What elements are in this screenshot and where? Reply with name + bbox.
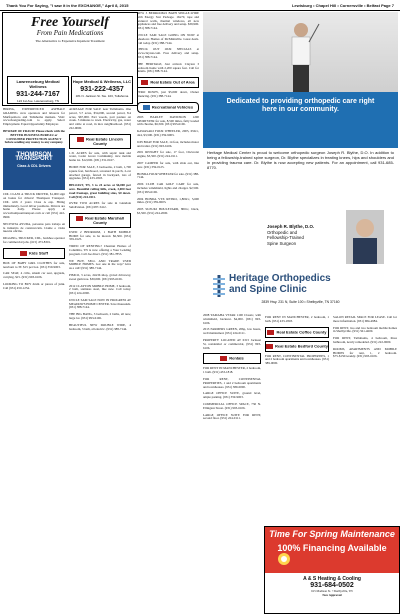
flower-icon: [269, 549, 299, 569]
classified-ad: LARGE OFFICE SUITE FOR RENT, second floor. (931) 224-0111.: [203, 412, 261, 421]
heritage-logo: [207, 272, 394, 308]
classified-ad: PIMCO, 3 acres, 24x36 shop, gravel driveway, sweet gum tree. $30,000. (931) 993-6106.: [69, 272, 131, 281]
ad-title: Free Yourself: [31, 15, 109, 30]
header-left: Thank You For Saying, "I saw it in the EXCHANGE," April 8, 2015: [6, 3, 129, 8]
classified-ad: OVER TWO ACRES for sale in Glendale Subdivision. (931) 687-3412.: [69, 201, 131, 210]
doctor-block: [207, 210, 394, 266]
classified-ad: FOR RENT, Tullahoma, 4 bedroom, three bathroom, newly remodeled. (931) 222-9000.: [333, 336, 397, 344]
clinic-box-right: [71, 76, 133, 104]
section-header-out-of-area: Real Estate Out of Area: [137, 77, 199, 88]
classified-ad: TIRED OF RENTING? Chestnut Homes of Columbia, TN is now offering a Your Lending program. Call Joe direct. (931) 381-7855.: [69, 244, 131, 256]
maintenance-title: Time For Spring Maintenance: [269, 529, 395, 539]
clinic-boxes: [7, 76, 133, 102]
classified-ad: 2004 HONDA VTX RETRO, 1,800cc, 5,600 miles. (931) 359-9003.: [137, 196, 199, 205]
clinic-address: 181 N. Jackson St. Ste. 103, Tullahoma: [75, 94, 129, 98]
classified-ad: BEWARE OF FRAUD! Please check with the BETTER BUSINESS BUREAU or CONSUMER PROTECTION AGENCY before sending any money to any company.: [3, 128, 65, 145]
header-right: Lewisburg • Chapel Hill • Cornersville • Belfast Page 7: [291, 3, 394, 8]
clinic-phone: 931-244-7167: [16, 91, 60, 98]
pain-medication-ad: [2, 12, 138, 106]
classified-ad: FOR RENT, CONTINENTAL PROPERTIES, 1 and 2 bedroom apartments and townhouses. (931) 389-0000.: [265, 353, 329, 366]
doctor-title-3: Spine Surgeon: [267, 240, 297, 246]
column-5a: [265, 316, 329, 369]
classified-ad: 2007 CAMPER for sale, with slide out, like new. (931) 359-0125.: [137, 160, 199, 169]
classified-ad: NEW 3 BEDROOM/2 BATH SINGLE-WIDE with Energy Star Package. 16x70, tape and textured walls, thermal windows, all new appliances and free delivery and setup. $39,900. (931) 388-7144.: [137, 12, 199, 31]
classified-ad: 2001 RENGHT for sale, 17 foot, Chevrolet engine, $3,500. (931) 224-0111.: [137, 150, 199, 159]
classified-ad: ZERO DOWN, just $5,000 down, Owner financing. (931) 388-7144.: [137, 90, 199, 98]
doctor-credentials: [267, 224, 314, 246]
classified-ad: BOX OF BABY GIRL CLOTHES for sale, newborn to 3T. $15 per box. (931) 359-9003.: [3, 260, 65, 269]
classified-ad: FOR RENT IN MANCHESTER, 2 bedroom, 1 bath. (931) 433-1818.: [203, 366, 261, 375]
classified-ad: 2012 CLAYTON MOBILE HOME, 3 bedroom, 2 bath, stainless steel, like new. Call today. (931) 224-2000.: [69, 283, 131, 296]
heritage-body: Heritage Medical Center is proud to welcome orthopedic surgeon Joseph R. Blythe, D.O. In addition to being a fellowship-trained spine surgeon, Dr. Blythe specializes in treating knees, hips and shoulders and in providing trauma care. Dr. Blythe is now accepting new patients. For an appointment, call 931-685-8770.: [207, 150, 394, 170]
doctor-portrait-image: [346, 210, 384, 264]
company-block: [265, 573, 399, 613]
classified-ad: THE HERITAGE, Just arrived. Clayton 3 bedroom home with 2,200 square feet. Call for details. (931) 388-7144.: [137, 61, 199, 74]
classified-ad: UNCLE SAM SALE GOING ON NOW at Meadows Homes of McMinnville. Great deals. Call today. (931) 388-7144.: [137, 32, 199, 45]
page-header: [0, 0, 400, 11]
section-header-kids: Kids Stuff: [3, 248, 65, 259]
spring-maintenance-ad: [264, 526, 400, 614]
classified-ad: LOOKING TO BUY drum or pieces of junk. Call (931) 450-1254.: [3, 281, 65, 290]
classified-ad: NECESITA AYUDA, personas para trabajo en la industria de construcción. Llame o visite nuestra oficina.: [3, 221, 65, 234]
clinic-name: Hope Medical & Wellness, LLC: [72, 79, 132, 84]
clinic-address: 2839 Hwy. 231 N, Suite 100 • Shelbyville, TN 37160: [261, 300, 340, 304]
company-name: A & S Heating & Cooling: [303, 576, 361, 582]
classified-ad: HOME FOR SALE, 3 bedrooms, 2 bath, 1,700 square feet, hardwood, screened in porch, 2-car attached garage, fenced in backyard, lots of upgrades. (931) 433-1818.: [69, 164, 131, 181]
doctor-title-1: Orthopedic and: [267, 229, 298, 235]
column-3: [137, 12, 199, 608]
rv-icon: [143, 105, 150, 110]
clinic-box-left: [7, 76, 69, 104]
classified-ad: LARGE OFFICE SUITE, ground level, ample parking. (931) 359-9003.: [203, 391, 261, 400]
classified-ad: SALON RETAIL SPACE FOR LEASE. Call for more information. (931) 684-4984.: [333, 316, 397, 323]
section-icon: [20, 251, 27, 256]
section-header-lincoln: Real Estate Lincoln County: [69, 134, 131, 149]
doctor-portrait: [346, 210, 384, 264]
classified-ad: 2013 FARMERS GREEN, 20hp, low hours, well maintained. (931) 224-0111.: [203, 327, 261, 336]
classified-ad: HIRING, EXPERIENCED ASPHALT GRADING crew operators and laborers for Murfreesboro and Tullahoma markets. Visit: www.fleetgrading.com to apply. Select Employment. Equal Opportunity Employer.: [3, 108, 65, 127]
classified-ad: FOR RENT IN MANCHESTER, 2 bedroom, 1 bath. (931) 433-1818.: [265, 316, 329, 323]
clinic-address: 124 1st Ave. Lawrenceburg, TN: [17, 99, 59, 103]
classified-ad: BEAUTIFUL NEW DOUBLE WIDE, 4 bedroom, 3 bath, all electric. (931) 388-7144.: [69, 322, 131, 331]
classified-ad: UNCLE SAM SALE NOW IN PROGRESS AT MEADOWS HOME CENTER. Save thousands. (931) 388-7144.: [69, 297, 131, 310]
section-header-bedford: Real Estate Bedford County: [265, 341, 329, 352]
classified-ad: ACREAGE FOR SALE near Tullahoma. One parcel, 5.7 acres, $54,000, second parcel, 8.4 acres, $67,000. Part woods, part pasture on creek. 5 minutes to town. Electricity, gas, water and cable at road, in nice neighborhood. (931) 222-9000.: [69, 108, 131, 130]
house-icon: [266, 344, 273, 349]
company-phone: 931-684-0502: [310, 582, 354, 589]
heritage-orthopedics-ad: [203, 12, 398, 314]
clinic-phone: 931-222-4357: [80, 86, 124, 93]
section-header-marshall: Real Estate Marshall County: [69, 213, 131, 228]
thompson-line: Class A CDL Drivers: [17, 163, 51, 168]
classified-ad: CDL CLASS A TRUCK DRIVER, $1,000 sign on bonus for drivers! Thompson Transport. CDL with 2 years Class A exp. Hiring immediately. Local driver positions. Drivers are home daily. Please apply at www.thompsontransport.com or call (931) 422-0960.: [3, 192, 65, 219]
ad-subtitle: From Pain Medications: [36, 29, 104, 37]
classified-ad: JON BOAT FOR SALE, 14 foot, includes motor and trailer. (931) 993-6106.: [137, 139, 199, 148]
classified-ad: 2006 CLUB CAR GOLF CART for sale, includes windshield, lights and charger. $2,500. (931) 993-6106.: [137, 182, 199, 194]
thompson-transport-ad: [3, 148, 65, 190]
logo-line-2: and Spine Clinic: [229, 284, 307, 295]
banner-text: Dedicated to providing orthopedic care right here in our community.: [226, 98, 375, 113]
spine-icon: [209, 274, 229, 298]
classified-ad: 2003 HARLEY DAVIDSON 1200 SPORTSTER for sale, 8,500 miles, fully loaded with chrome, $6,500. (931) 993-6106.: [137, 114, 199, 127]
section-header-coffee: Real Estate Coffee County: [265, 327, 329, 338]
column-5b: [333, 316, 397, 362]
golfer-figure: [281, 20, 321, 92]
column-2: [69, 108, 131, 608]
classified-ad: CAR SEAT, 4 cribs, smash car seat, upgrade, carrying, $15. (931) 993-6106.: [3, 271, 65, 280]
classified-ad: USED 2 BEDROOM, 1 BATH MOBILE HOME for sale, to be moved. $6,500. (931) 359-0125.: [69, 229, 131, 242]
logo-line-1: Heritage Orthopedics: [229, 273, 331, 284]
classified-ad: FOR RENT, CONTINENTAL PROPERTIES, 1 and 2 bedroom apartments and townhouses. (931) 389-0000.: [203, 376, 261, 389]
column-5: [265, 316, 397, 522]
house-icon: [76, 216, 83, 221]
heritage-banner: [203, 92, 398, 148]
classified-ad: HONDA FOUR WHEELER for sale. (931) 388-7144.: [137, 171, 199, 180]
classified-ad: CHECK OUT OUR SPECIALS at www.clayton.com. Free delivery and setup. (931) 388-7144.: [137, 47, 199, 59]
section-header-recreational: Recreational Vehicles: [137, 102, 199, 113]
classified-ad: COMMERCIAL OFFICE SPACE, 730 N. Ellington Street. (931) 993-6106.: [203, 401, 261, 410]
section-header-rentals: Rentals: [203, 353, 261, 364]
classified-ad: THE BIG BANG, 3 bedroom, 2 baths, all new, large lot. (931) 993-6106.: [69, 312, 131, 321]
classified-ad: 1.31 ACRES for sale, with septic tank and water, Cedar Grove Community, nice mobile home lot. $12,000. (931) 331-0167.: [69, 150, 131, 163]
house-icon: [77, 137, 84, 142]
classified-ad: PROPERTY LOCATED AT 6315 Jackson St, residential or commercial, (931) 993-6106.: [203, 337, 261, 350]
column-1: [3, 108, 65, 608]
classified-ad: DIGGING, TRUCKER, CDL, backhoe operator for commercial jobs. (615) 473-8301.: [3, 236, 65, 244]
ad-description: The Alternative to Expensive Inpatient Treatment: [35, 39, 105, 43]
doctor-title-2: Fellowship-Trained: [267, 235, 304, 240]
classified-ad: 2005 SUZUKI BOULEVARD, 800cc, black, $3,500. (931) 224-2000.: [137, 207, 199, 215]
classified-ad: KAWASAKI FOUR WHEELER, 2005, 650cc, 4x4, $3,500. (931) 359-9003.: [137, 129, 199, 137]
classified-ad: BELFAST, TN, 3 to 24 acres at $6,000 per acre. Beautiful rolling hills, creek, 3,000 foot road frontage, great building sites, $0 down. Call (931) 224-0111.: [69, 183, 131, 199]
financing-text: 100% Financing Available: [277, 543, 387, 553]
classified-ad: ROOMS, APARTMENTS AND MOBILE HOMES for rent, 1, 2 bedroom. $75-$150/weekly. (931) 993-6106.: [333, 346, 397, 359]
doctor-name: Joseph R. Blythe, D.O.: [267, 224, 315, 229]
clinic-name: Lawrenceburg Medical Wellness: [16, 79, 60, 89]
classified-ad: WE BUY, SELL AND TRADE USED MOBILE HOMES. Got one in the way? Give us a call! (931) 388-7144.: [69, 258, 131, 271]
classified-ad: 2008 YAMAHA VSTAR 1100 Classic, with windshield, backrest. $4,000. (931) 993-6106.: [203, 313, 261, 325]
doctor-golf-photo: [203, 12, 398, 92]
thompson-name: THOMPSON TRANSPORT: [15, 152, 53, 162]
classified-ad: FOR RENT, two and two bedroom mobile homes in Shelbyville. (931) 561-4600.: [333, 325, 397, 334]
house-icon: [267, 330, 274, 335]
approved-text: Now Approved: [322, 593, 342, 597]
key-icon: [220, 356, 227, 361]
company-address: 615 Madison St. • Shelbyville, TN: [311, 589, 353, 593]
house-icon: [141, 80, 148, 85]
